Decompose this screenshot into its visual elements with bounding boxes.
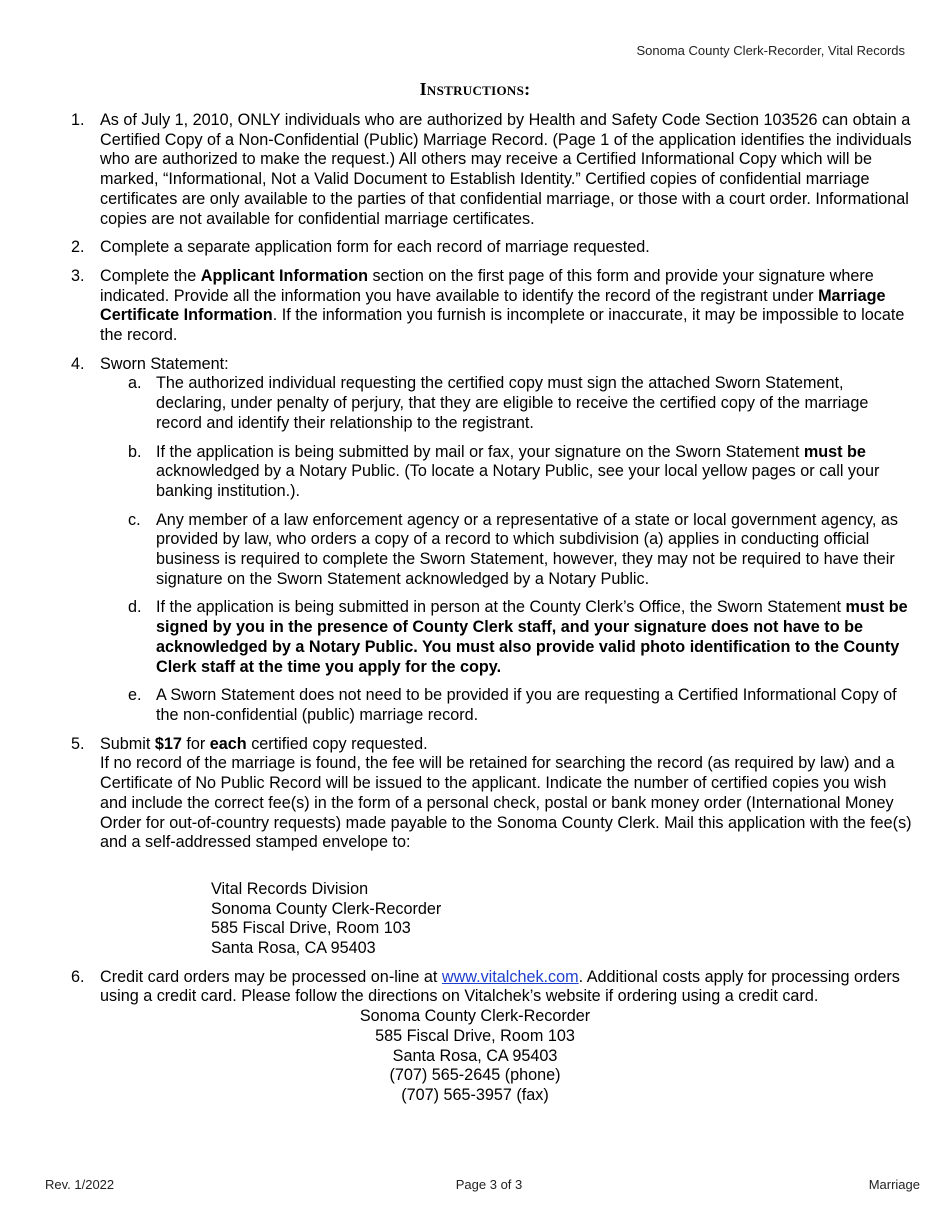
sub-item-text-part: acknowledged by a Notary Public. (To locate a Notary Public, see your local yellow pages or call your banking institution.).: [156, 462, 880, 500]
sub-item-e: [128, 686, 915, 725]
item-text-part: section on the first page of this form and provide your signature where indicated. Provide all the information you have available to identify the record of the registrant under: [100, 266, 874, 305]
sub-item-c: [128, 510, 915, 590]
footer-revision: Rev. 1/2022: [45, 1177, 115, 1192]
item-text-part: Credit card orders may be processed on-line at: [100, 967, 442, 986]
fee-amount: $17: [154, 734, 182, 753]
sub-item-bold: must be: [803, 442, 866, 461]
sub-item-letter: e.: [128, 686, 142, 705]
sub-item-letter: c.: [128, 510, 141, 529]
address-line: Vital Records Division: [211, 879, 369, 898]
item-number: 4.: [71, 354, 85, 373]
item-bold-each: each: [209, 734, 247, 753]
sub-item-text: A Sworn Statement does not need to be provided if you are requesting a Certified Informational Copy of the non-confidential (public) marriage record.: [156, 686, 897, 724]
item-number: 5.: [71, 734, 85, 753]
address-line: Santa Rosa, CA 95403: [211, 939, 376, 958]
sub-item-a: [128, 374, 915, 433]
instruction-item-3: [71, 266, 915, 346]
header-office: Sonoma County Clerk-Recorder, Vital Records: [636, 43, 905, 58]
item-number: 2.: [71, 238, 85, 257]
footer-page-number: Page 3 of 3: [455, 1177, 523, 1192]
sub-item-text: Any member of a law enforcement agency or a representative of a state or local government agency, as provided by law, who orders a copy of a record to which subdivision (a) applies in conducting official business is required to complete the Sworn Statement, however, they may not be required to have their signature on the Sworn Statement acknowledged by a Notary Public.: [156, 510, 899, 588]
contact-block: [100, 1007, 850, 1106]
instruction-item-1: [71, 111, 915, 229]
item-number: 1.: [71, 111, 85, 129]
sub-item-b: [128, 442, 915, 502]
sub-item-text: The authorized individual requesting the certified copy must sign the attached Sworn Statement, declaring, under penalty of perjury, that they are eligible to receive the certified copy of the marriage record and identify their relationship to the registrant.: [156, 374, 869, 432]
contact-phone: (707) 565-2645 (phone): [389, 1066, 561, 1085]
contact-fax: (707) 565-3957 (fax): [401, 1085, 549, 1104]
contact-line: Santa Rosa, CA 95403: [392, 1046, 558, 1065]
fee-paragraph: If no record of the marriage is found, the fee will be retained for searching the record (as required by law) and a Certificate of No Public Record will be issued to the applicant. Indicate the number of certified copies you wish and include the correct fee(s) in the form of a personal check, postal or bank money order (International Money Order for out-of-country requests) made payable to the Sonoma County Clerk. Mail this application with the fee(s) and a self-addressed stamped envelope to:: [100, 754, 912, 852]
item-bold-applicant-info: Applicant Information: [200, 266, 369, 285]
item-number: 3.: [71, 266, 85, 285]
page-title: Instructions:: [419, 79, 531, 99]
item-text: Complete a separate application form for each record of marriage requested.: [100, 238, 650, 257]
instruction-item-5: [71, 734, 915, 959]
instruction-item-6: [71, 967, 915, 1106]
address-line: Sonoma County Clerk-Recorder: [211, 899, 442, 918]
item-number: 6.: [71, 967, 85, 986]
sub-item-letter: a.: [128, 374, 142, 393]
item-text-part: . If the information you furnish is incomplete or inaccurate, it may be impossible to locate the record.: [100, 306, 905, 345]
sub-item-text-part: If the application is being submitted by mail or fax, your signature on the Sworn Statement: [156, 442, 804, 461]
contact-line: Sonoma County Clerk-Recorder: [359, 1007, 591, 1026]
item-bold-marriage-info: Marriage Certificate Information: [100, 286, 886, 325]
item-text: Sworn Statement:: [100, 354, 229, 373]
instructions-list: [71, 111, 915, 1106]
vitalchek-link[interactable]: www.vitalchek.com: [441, 967, 579, 986]
item-text: As of July 1, 2010, ONLY individuals who are authorized by Health and Safety Code Section 103526 can obtain a Certified Copy of a Non-Confidential (Public) Marriage Record. (Page 1 of the application identifies the individuals who are authorized to make the request.) All others may receive a Certified Informational Copy which will be marked, “Informational, Not a Valid Document to Establish Identity.” Certified copies of confidential marriage certificates are only available to the parties of that confidential marriage, or those with a court order. Informational copies are not available for confidential marriage certificates.: [100, 111, 912, 228]
sub-item-bold: must be signed by you in the presence of County Clerk staff, and your signature does not have to be acknowledged by a Notary Public. You must also provide valid photo identification to the County Clerk staff at the time you apply for the copy.: [156, 598, 908, 676]
sub-item-text-part: If the application is being submitted in person at the County Clerk’s Office, the Sworn Statement: [156, 598, 846, 617]
item-text-part: for: [181, 734, 210, 753]
item-text-part: certified copy requested.: [246, 734, 428, 753]
instruction-item-4: [71, 354, 915, 726]
sub-item-letter: d.: [128, 598, 142, 617]
item-text-part: Complete the: [100, 266, 201, 285]
instruction-item-2: [71, 238, 915, 258]
sub-item-d: [128, 598, 915, 677]
footer-form-type: Marriage: [868, 1177, 920, 1192]
item-text-part: Submit: [100, 734, 155, 753]
item-text-part: . Additional costs apply for processing orders using a credit card. Please follow the directions on Vitalchek’s website if ordering using a credit card.: [100, 967, 900, 1006]
address-line: 585 Fiscal Drive, Room 103: [211, 919, 411, 938]
sub-item-letter: b.: [128, 442, 142, 461]
mailing-address: [211, 880, 915, 959]
contact-line: 585 Fiscal Drive, Room 103: [375, 1026, 575, 1045]
